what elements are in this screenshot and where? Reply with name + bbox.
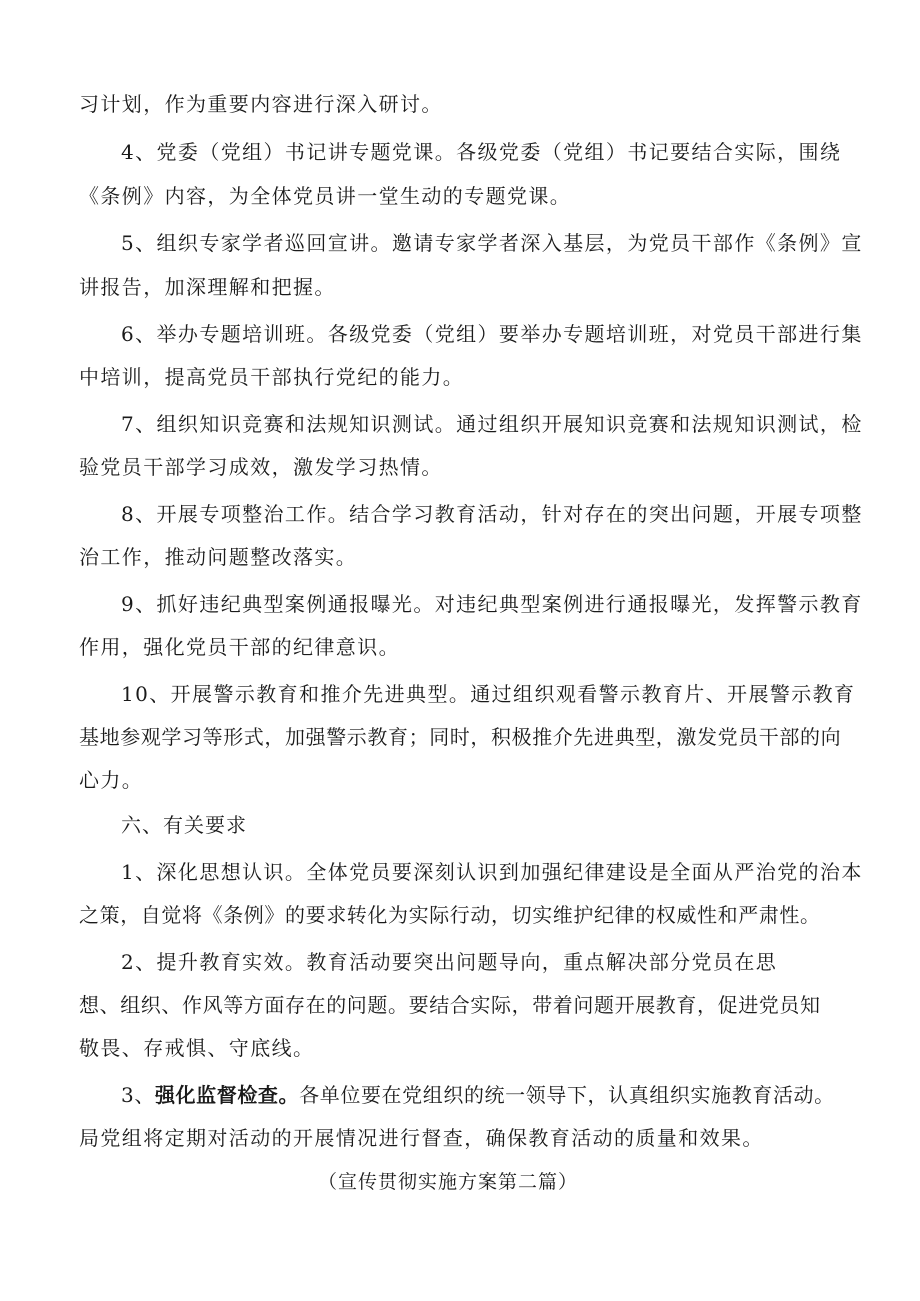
paragraph-line: 想、组织、作风等方面存在的问题。要结合实际，带着问题开展教育，促进党员知 [79,993,821,1017]
paragraph-line: 基地参观学习等形式，加强警示教育；同时，积极推介先进典型，激发党员干部的向 [79,725,842,749]
paragraph-line: 2、提升教育实效。教育活动要突出问题导向，重点解决部分党员在思 [121,950,778,974]
paragraph-line: 6、举办专题培训班。各级党委（党组）要举办专题培训班，对党员干部进行集 [121,322,863,346]
paragraph-line-item3 [121,1081,835,1109]
document-caption: （宣传贯彻实施方案第二篇） [318,1171,579,1193]
paragraph-line: 治工作，推动问题整改落实。 [79,545,358,569]
paragraph-line: 敬畏、存戒惧、守底线。 [79,1036,315,1060]
paragraph-line: 之策，自觉将《条例》的要求转化为实际行动，切实维护纪律的权威性和严肃性。 [79,903,821,927]
paragraph-line: 验党员干部学习成效，激发学习热情。 [79,455,443,479]
paragraph-line: 9、抓好违纪典型案例通报曝光。对违纪典型案例进行通报曝光，发挥警示教育 [121,592,863,616]
item3-title: 强化监督检查。 [154,1083,300,1107]
paragraph-line: 中培训，提高党员干部执行党纪的能力。 [79,365,465,389]
paragraph-line: 《条例》内容，为全体党员讲一堂生动的专题党课。 [79,184,572,208]
paragraph-line: 作用，强化党员干部的纪律意识。 [79,635,400,659]
paragraph-line: 4、党委（党组）书记讲专题党课。各级党委（党组）书记要结合实际，围绕 [121,140,842,164]
paragraph-line: 局党组将定期对活动的开展情况进行督查，确保教育活动的质量和效果。 [79,1126,764,1150]
paragraph-line: 7、组织知识竞赛和法规知识测试。通过组织开展知识竞赛和法规知识测试，检 [121,412,863,436]
item3-text: 各单位要在党组织的统一领导下，认真组织实施教育活动。 [299,1083,835,1107]
paragraph-line: 5、组织专家学者巡回宣讲。邀请专家学者深入基层，为党员干部作《条例》宣 [121,231,863,255]
item3-number: 3、 [121,1083,155,1107]
paragraph-line: 1、深化思想认识。全体党员要深刻认识到加强纪律建设是全面从严治党的治本 [121,860,863,884]
paragraph-line: 8、开展专项整治工作。结合学习教育活动，针对存在的突出问题，开展专项整 [121,502,863,526]
paragraph-line: 讲报告，加深理解和把握。 [79,275,336,299]
paragraph-line: 10、开展警示教育和推介先进典型。通过组织观看警示教育片、开展警示教育 [121,682,856,706]
paragraph-line: 心力。 [79,768,144,792]
paragraph-line: 习计划，作为重要内容进行深入研讨。 [79,92,443,116]
section-heading: 六、有关要求 [121,813,247,837]
